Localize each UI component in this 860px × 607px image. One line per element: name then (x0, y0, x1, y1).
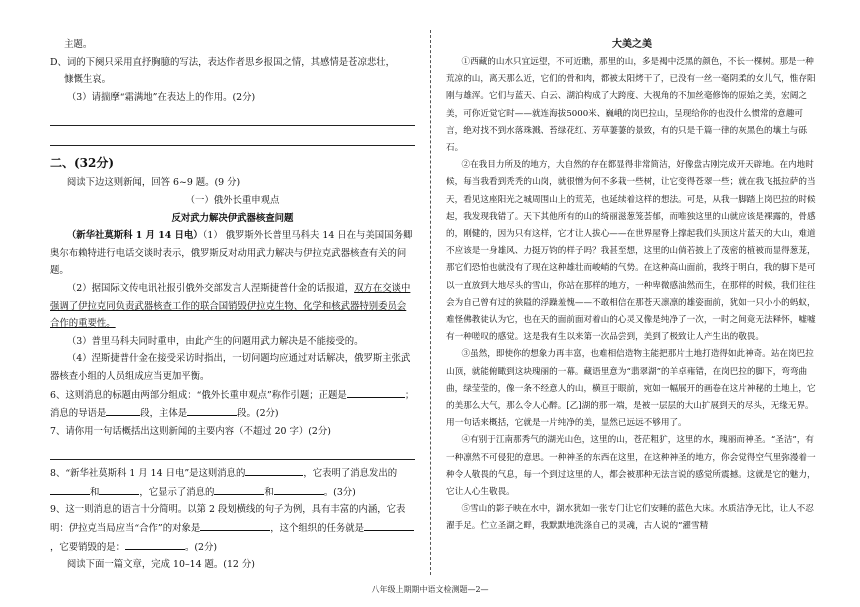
answer-blank[interactable] (200, 519, 270, 531)
answer-line[interactable] (50, 444, 415, 460)
essay-paragraph-5: ⑤雪山的影子映在水中，湖水犹如一张专门让它们安睡的蓝色大床。水质洁净无比，让人不忍濯手足。伫立圣湖之畔，我默默地洗涤自己的灵魂，古人说的“濯雪精 (446, 504, 814, 532)
option-d: D、词的下阕只采用直抒胸臆的写法，表达作者思乡报国之情，其感情是苍凉悲壮， (50, 56, 396, 68)
column-divider (430, 30, 431, 575)
essay-paragraph-3: ③虽然，即使你的想象力再丰富，也难相信造物主能把那片土地打造得如此神奇。站在岗巴拉山顶，就能俯瞰到这块瑰丽的一幕。藏语里意为“翡翠湖”的羊卓雍错，在岗巴拉的脚下，弯弯曲曲，绿莹莹的，像一条不经意人的山，横亘于眼前，宛如一幅展开的画卷在这片神秘的土地上，它的美那么大气，那么令人心醉。[乙]湖的那一端，是被一层层的大山扩展到天的尽头，无缘无界。用一句话来概括，它就是一片纯净的美，显然已远远不够用了。 (446, 349, 816, 429)
underlined-sentence: 双方在交谈中强调了伊拉克同负责武器核查工作的联合国销毁伊拉克生物、化学和核武器特别委员会合作的重要性。 (50, 282, 411, 330)
question-6: 6、这则消息的标题由两部分组成：“俄外长重申观点”称作引题；正题是 ；消息的导语是 段，主体是 段。(2分) (50, 386, 415, 423)
question-8: 8、“新华社莫斯科 1 月 14 日电”是这则消息的 ，它表明了消息发出的和 ，它显示了消息的 和 。(3分) (50, 464, 415, 501)
essay-paragraph-4: ④有别于江南那秀气的湖光山色，这里的山，苍茫粗犷，这里的水，瑰丽而神圣。“圣洁”，有一种凛然不可侵犯的意思。一种神圣的东西在这里，在这种神圣的地方，你会觉得空气里弥漫着一种令人敬畏的气息，每一个到过这里的人，都会被那种无法言说的感觉所震撼。这就是它的魅力，它让人心生敬畏。 (446, 435, 816, 498)
option-text: 慷慨生哀。 (64, 74, 111, 86)
answer-blank[interactable] (125, 538, 185, 550)
answer-blank[interactable] (364, 519, 414, 531)
answer-blank[interactable] (274, 483, 324, 495)
right-column (446, 36, 818, 536)
answer-line (50, 130, 415, 146)
news-subtitle: （一）俄外长重申观点 (185, 194, 280, 206)
news-paragraph-4: （4）涅斯捷普什金在接受采访时指出，一切问题均应通过对话解决，俄罗斯主张武器核查小组的人员组成应当更加平衡。 (50, 353, 411, 382)
essay-paragraph-1: ①西藏的山水只宜远望，不可近瞧，那里的山，多是褐中泛黑的颜色，不长一棵树。那是一种荒凉的山，离天那么近，它们的骨和肉，都被太阳烤干了，已没有一丝一毫阴柔的女儿气，惟存阳刚与雄浑。它们与蓝天、白云、湖泊构成了大跨度、大视角的不加丝毫修饰的原始之美，宏阔之美，可你近觉它时——就连海拔5000米、巍峨的岗巴拉山，呈现给你的也没什么惯常的意趣可言，绝对找不到水落珠溅、苔绿花红、芳草萋萋的景致，有的只是千篇一律的灰黑色的壤土与砾石。 (446, 57, 816, 154)
answer-blank[interactable] (99, 483, 139, 495)
news-paragraph-3: （3）普里马科夫同时重申，由此产生的问题用武力解决是不能接受的。 (66, 335, 364, 347)
reading-instruction: 阅读下面一篇文章，完成 10–14 题。(12 分) (66, 559, 255, 571)
answer-blank[interactable] (214, 483, 264, 495)
essay-title: 大美之美 (612, 39, 652, 50)
left-column (50, 36, 415, 574)
news-paragraph-2: （2）据国际文传电讯社报引俄外交部发言人涅斯捷普什金的话报道，双方在交谈中强调了伊拉克同负责武器核查工作的联合国销毁伊拉克生物、化学和核武器特别委员会合作的重要性。 (50, 282, 411, 330)
reading-instruction: 阅读下边这则新闻，回答 6~9 题。(9 分) (66, 177, 241, 189)
question-9: 9、这一则消息的语言十分简明。以第 2 段划横线的句子为例，具有丰富的内涵，它表明：伊拉克当局应当“合作”的对象是 ，这个组织的任务就是，它要销毁的是： 。(2分) (50, 501, 415, 556)
answer-blank[interactable] (347, 386, 405, 398)
question-3: （3）请揣摩“霜满地”在表达上的作用。(2分) (66, 91, 256, 103)
answer-blank[interactable] (50, 483, 90, 495)
page-footer: 八年级上期期中语文检测题—2— (371, 585, 489, 594)
option-text: 主题。 (64, 39, 93, 50)
answer-blank[interactable] (245, 464, 303, 476)
news-paragraph-1: （新华社莫斯科 1 月 14 日电）（1） 俄罗斯外长普里马科夫 14 日在与美国国务卿奥尔布赖特进行电话交谈时表示，俄罗斯反对动用武力解决与伊拉克武器核查有关的问题。 (50, 230, 413, 277)
section-heading: 二、(32分) (50, 156, 115, 171)
question-7: 7、请你用一句话概括出这则新闻的主要内容（不超过 20 字）(2分) (50, 425, 331, 437)
answer-blank[interactable] (106, 404, 140, 416)
essay-paragraph-2: ②在我目力所及的地方，大自然的存在都显得非常简洁，好像盘古刚完成开天辟地。在内地时候，每当我看到秃秃的山岗，就很憎为何不多栽一些树，让它变得苍翠一些；就在我飞抵拉萨的当天，看见这座阳光之城周围山上的荒芜，也延续着这样的想法。可是，从我一脚踏上岗巴拉的时候起，我发现我错了。天下其他所有的山的绮丽滋葱笼荟郁，而唯独这里的山就应该是裸露的，骨感的，刚健的，因为只有这样，它才让人拔心——在世界屋脊上撑起我们头顶这片蓝天的大山，难道不应该是一身雄风、力挺万钧的样子吗？我甚至想，这里的山倘若披上了茂密的植被而显得葱茏，那它们恐怕也就没有了现在这种雄壮而峻峭的气势。在这种高山面前，我终于明白，我的脚下是可以一直放到大地尽头的雪山，你站在那样的地方，一种卑微感油然而生，在那样的时候，我们往往会为自己曾有过的狭隘的浮躁羞愧——不敢相信在那苍天凛凛的雄姿面前，犹如一只小小的蚂蚁，难怪佛教徒认为它，也在天的面前面对着山的心灵又像是纯净了一次，一时之间竟无法释怀，嘘嘘有一种嗟叹的感觉。这是我有生以来第一次品尝到，美到了极致让人产生出的敬畏。 (446, 160, 816, 343)
news-title: 反对武力解决伊武器核查问题 (171, 212, 294, 224)
answer-blank[interactable] (187, 404, 237, 416)
answer-line (50, 110, 415, 126)
dateline: （新华社莫斯科 1 月 14 日电） (66, 230, 203, 242)
